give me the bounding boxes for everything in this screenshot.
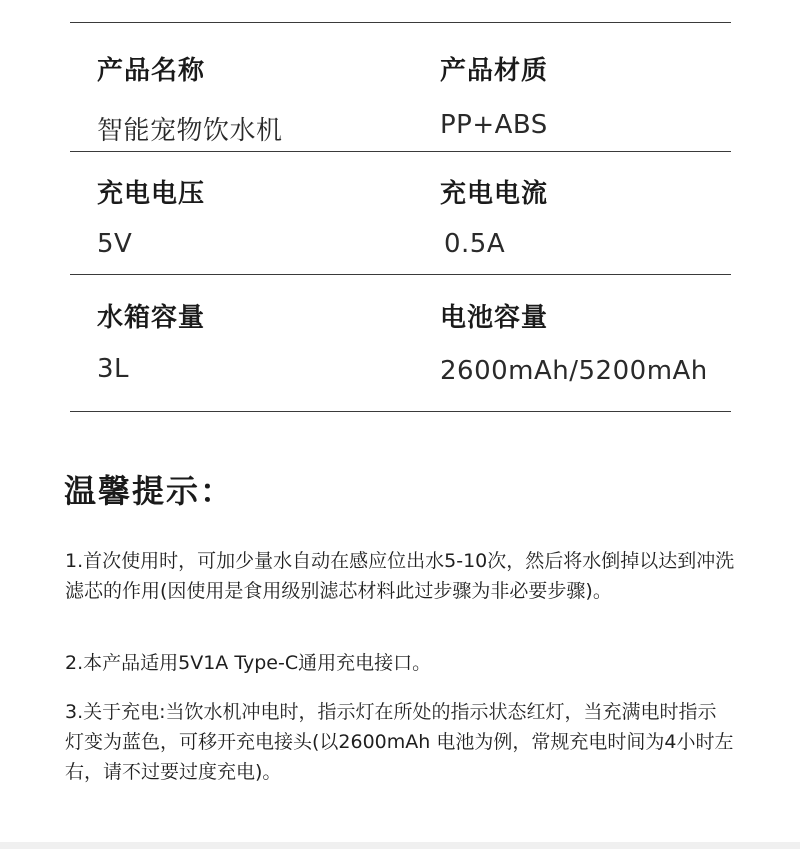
bottom-divider-band: [0, 842, 800, 849]
spec-label-charging-current: 充电电流: [440, 179, 549, 209]
spec-label-tank-capacity: 水箱容量: [97, 303, 206, 333]
spec-value-material: PP+ABS: [440, 110, 548, 140]
tip-item: 2.本产品适用5V1A Type-C通用充电接口。: [65, 652, 432, 674]
spec-value-charging-current: 0.5A: [444, 229, 506, 259]
spec-value-tank-capacity: 3L: [97, 354, 130, 384]
tip-item: 1.首次使用时，可加少量水自动在感应位出水5-10次，然后将水倒掉以达到冲洗滤芯的作用(因使用是食用级别滤芯材料此过步骤为非必要步骤)。: [65, 550, 735, 602]
row-divider: [70, 274, 731, 275]
spec-label-charging-voltage: 充电电压: [97, 179, 206, 209]
spec-value-charging-voltage: 5V: [97, 229, 133, 259]
spec-table: [0, 0, 800, 420]
table-top-divider: [70, 22, 731, 23]
table-bottom-divider: [70, 411, 731, 412]
spec-label-material: 产品材质: [440, 56, 549, 86]
spec-label-product-name: 产品名称: [97, 56, 206, 86]
spec-value-product-name: 智能宠物饮水机: [97, 116, 283, 146]
spec-label-battery-capacity: 电池容量: [440, 303, 549, 333]
tips-title: 温馨提示：: [64, 472, 235, 510]
row-divider: [70, 151, 731, 152]
tip-item: 3.关于充电:当饮水机冲电时，指示灯在所处的指示状态红灯，当充满电时指示灯变为蓝色，可移开充电接头(以2600mAh 电池为例，常规充电时间为4小时左右，请不过要过度充电)。: [65, 701, 734, 783]
spec-value-battery-capacity: 2600mAh/5200mAh: [440, 356, 708, 386]
